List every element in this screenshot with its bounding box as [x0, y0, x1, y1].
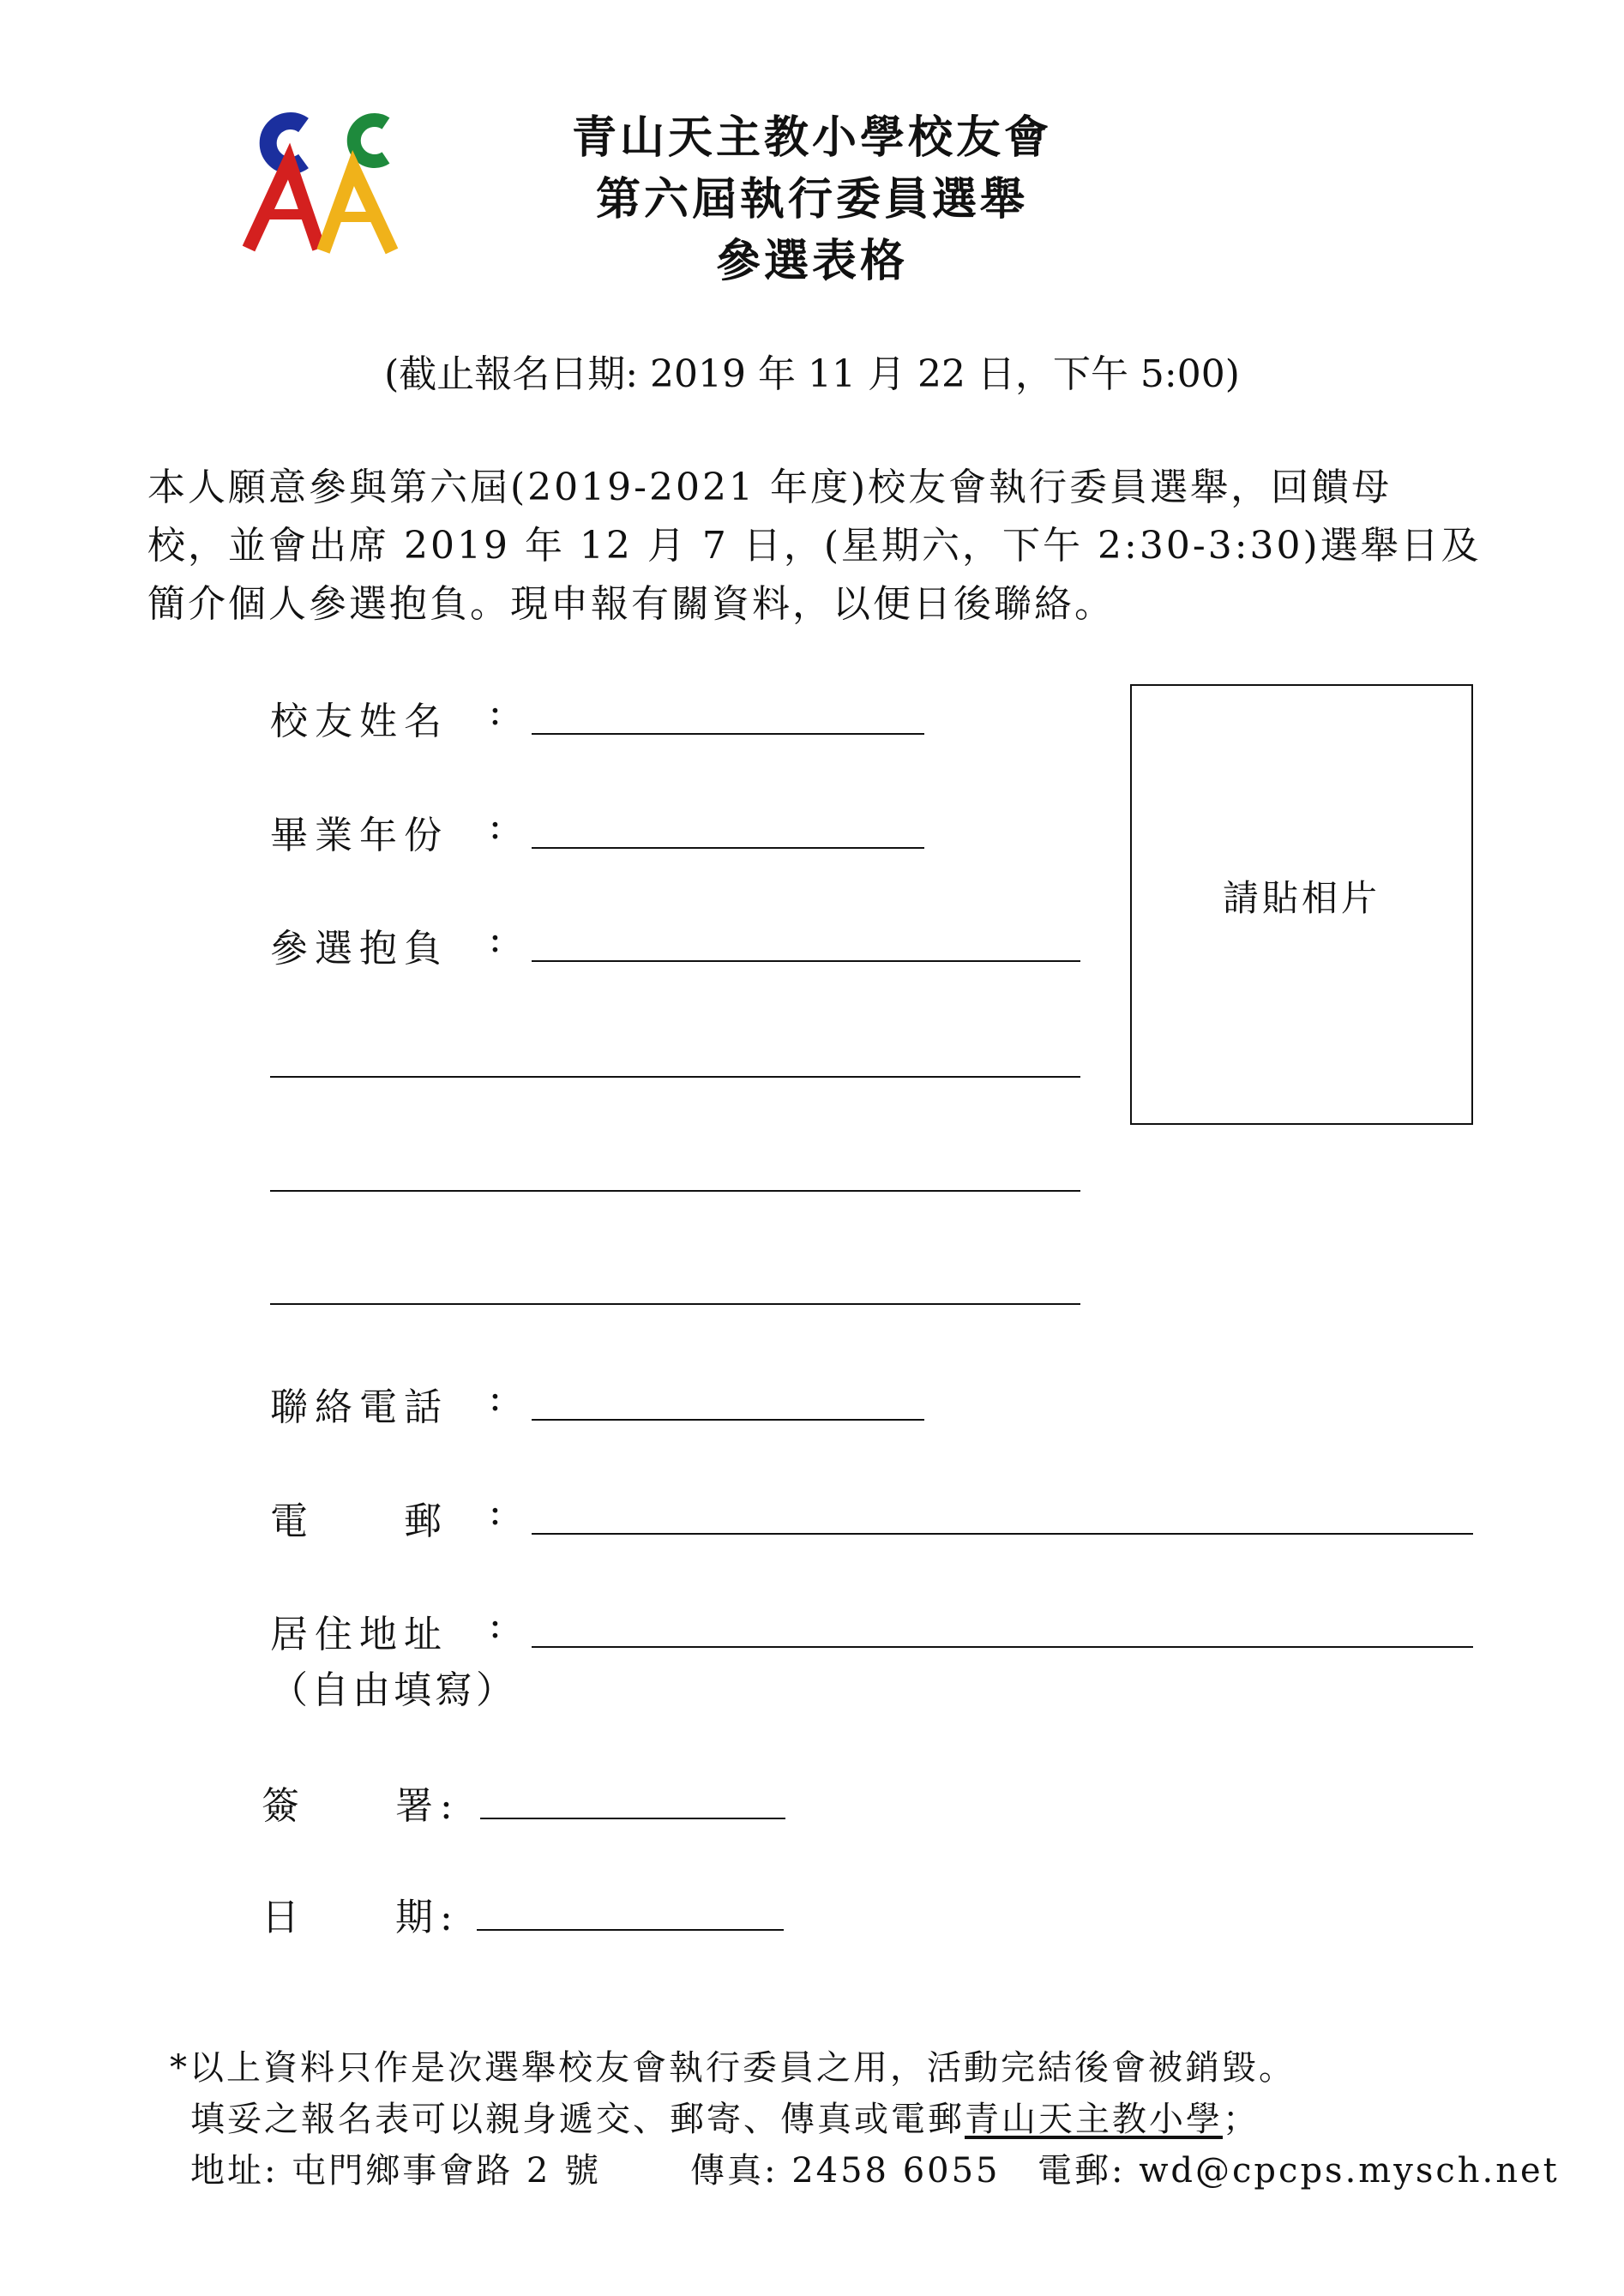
title-line-3: 參選表格 — [715, 235, 908, 287]
grad-year-label: 畢業年份 — [270, 814, 448, 857]
email-input-line[interactable] — [532, 1533, 1473, 1535]
deadline-text: (截止報名日期: 2019 年 11 月 22 日，下午 5:00) — [384, 352, 1240, 396]
date-input-line[interactable] — [477, 1929, 784, 1931]
name-colon: : — [489, 690, 502, 734]
intro-line-3: 簡介個人參選抱負。現申報有關資料，以便日後聯絡。 — [147, 582, 1115, 626]
photo-box-label: 請貼相片 — [1222, 877, 1380, 919]
address-label: 居住地址 — [270, 1613, 448, 1656]
signature-input-line[interactable] — [480, 1818, 785, 1819]
photo-box — [1130, 684, 1473, 1125]
intro-paragraph — [147, 459, 1511, 634]
aspiration-colon: : — [489, 917, 502, 961]
footer-note-prefix: 填妥之報名表可以親身遞交、郵寄、傳真或電郵 — [190, 2100, 965, 2139]
date-label: 日 期: — [262, 1896, 460, 1939]
footer-school-name: 青山天主教小學 — [965, 2100, 1223, 2139]
name-label: 校友姓名 — [270, 700, 448, 743]
footer-note-suffix: ； — [1223, 2100, 1260, 2139]
title-line-2: 第六屆執行委員選舉 — [595, 173, 1028, 225]
aspiration-input-line-3[interactable] — [270, 1190, 1080, 1192]
phone-colon: : — [489, 1376, 502, 1420]
footer-note-line-1: *以上資料只作是次選舉校友會執行委員之用，活動完結後會被銷毀。 — [170, 2048, 1296, 2088]
phone-label: 聯絡電話 — [270, 1385, 448, 1429]
aspiration-input-line-4[interactable] — [270, 1303, 1080, 1305]
name-input-line[interactable] — [532, 733, 924, 735]
aspiration-input-line-1[interactable] — [532, 960, 1080, 962]
phone-input-line[interactable] — [532, 1419, 924, 1421]
intro-line-1: 本人願意參與第六屆(2019-2021 年度)校友會執行委員選舉，回饋母 — [147, 466, 1392, 509]
footer-note-line-2 — [190, 2092, 1260, 2141]
intro-line-2: 校，並會出席 2019 年 12 月 7 日，(星期六，下午 2:30-3:30)選舉日及 — [147, 524, 1482, 568]
footer-email: 電郵: wd@cpcps.mysch.net — [1038, 2151, 1560, 2191]
grad-year-colon: : — [489, 804, 502, 848]
address-colon: : — [489, 1603, 502, 1647]
email-colon: : — [489, 1490, 502, 1534]
aspiration-label: 參選抱負 — [270, 927, 448, 971]
address-input-line[interactable] — [532, 1646, 1473, 1648]
signature-label: 簽 署: — [262, 1784, 460, 1828]
title-line-1: 青山天主教小學校友會 — [571, 111, 1052, 164]
grad-year-input-line[interactable] — [532, 847, 924, 849]
footer-fax: 傳真: 2458 6055 — [690, 2151, 1001, 2191]
aspiration-input-line-2[interactable] — [270, 1076, 1080, 1078]
email-label: 電 郵 — [270, 1500, 448, 1543]
address-note: （自由填寫） — [270, 1668, 517, 1712]
footer-address: 地址: 屯門鄉事會路 2 號 — [190, 2151, 602, 2191]
